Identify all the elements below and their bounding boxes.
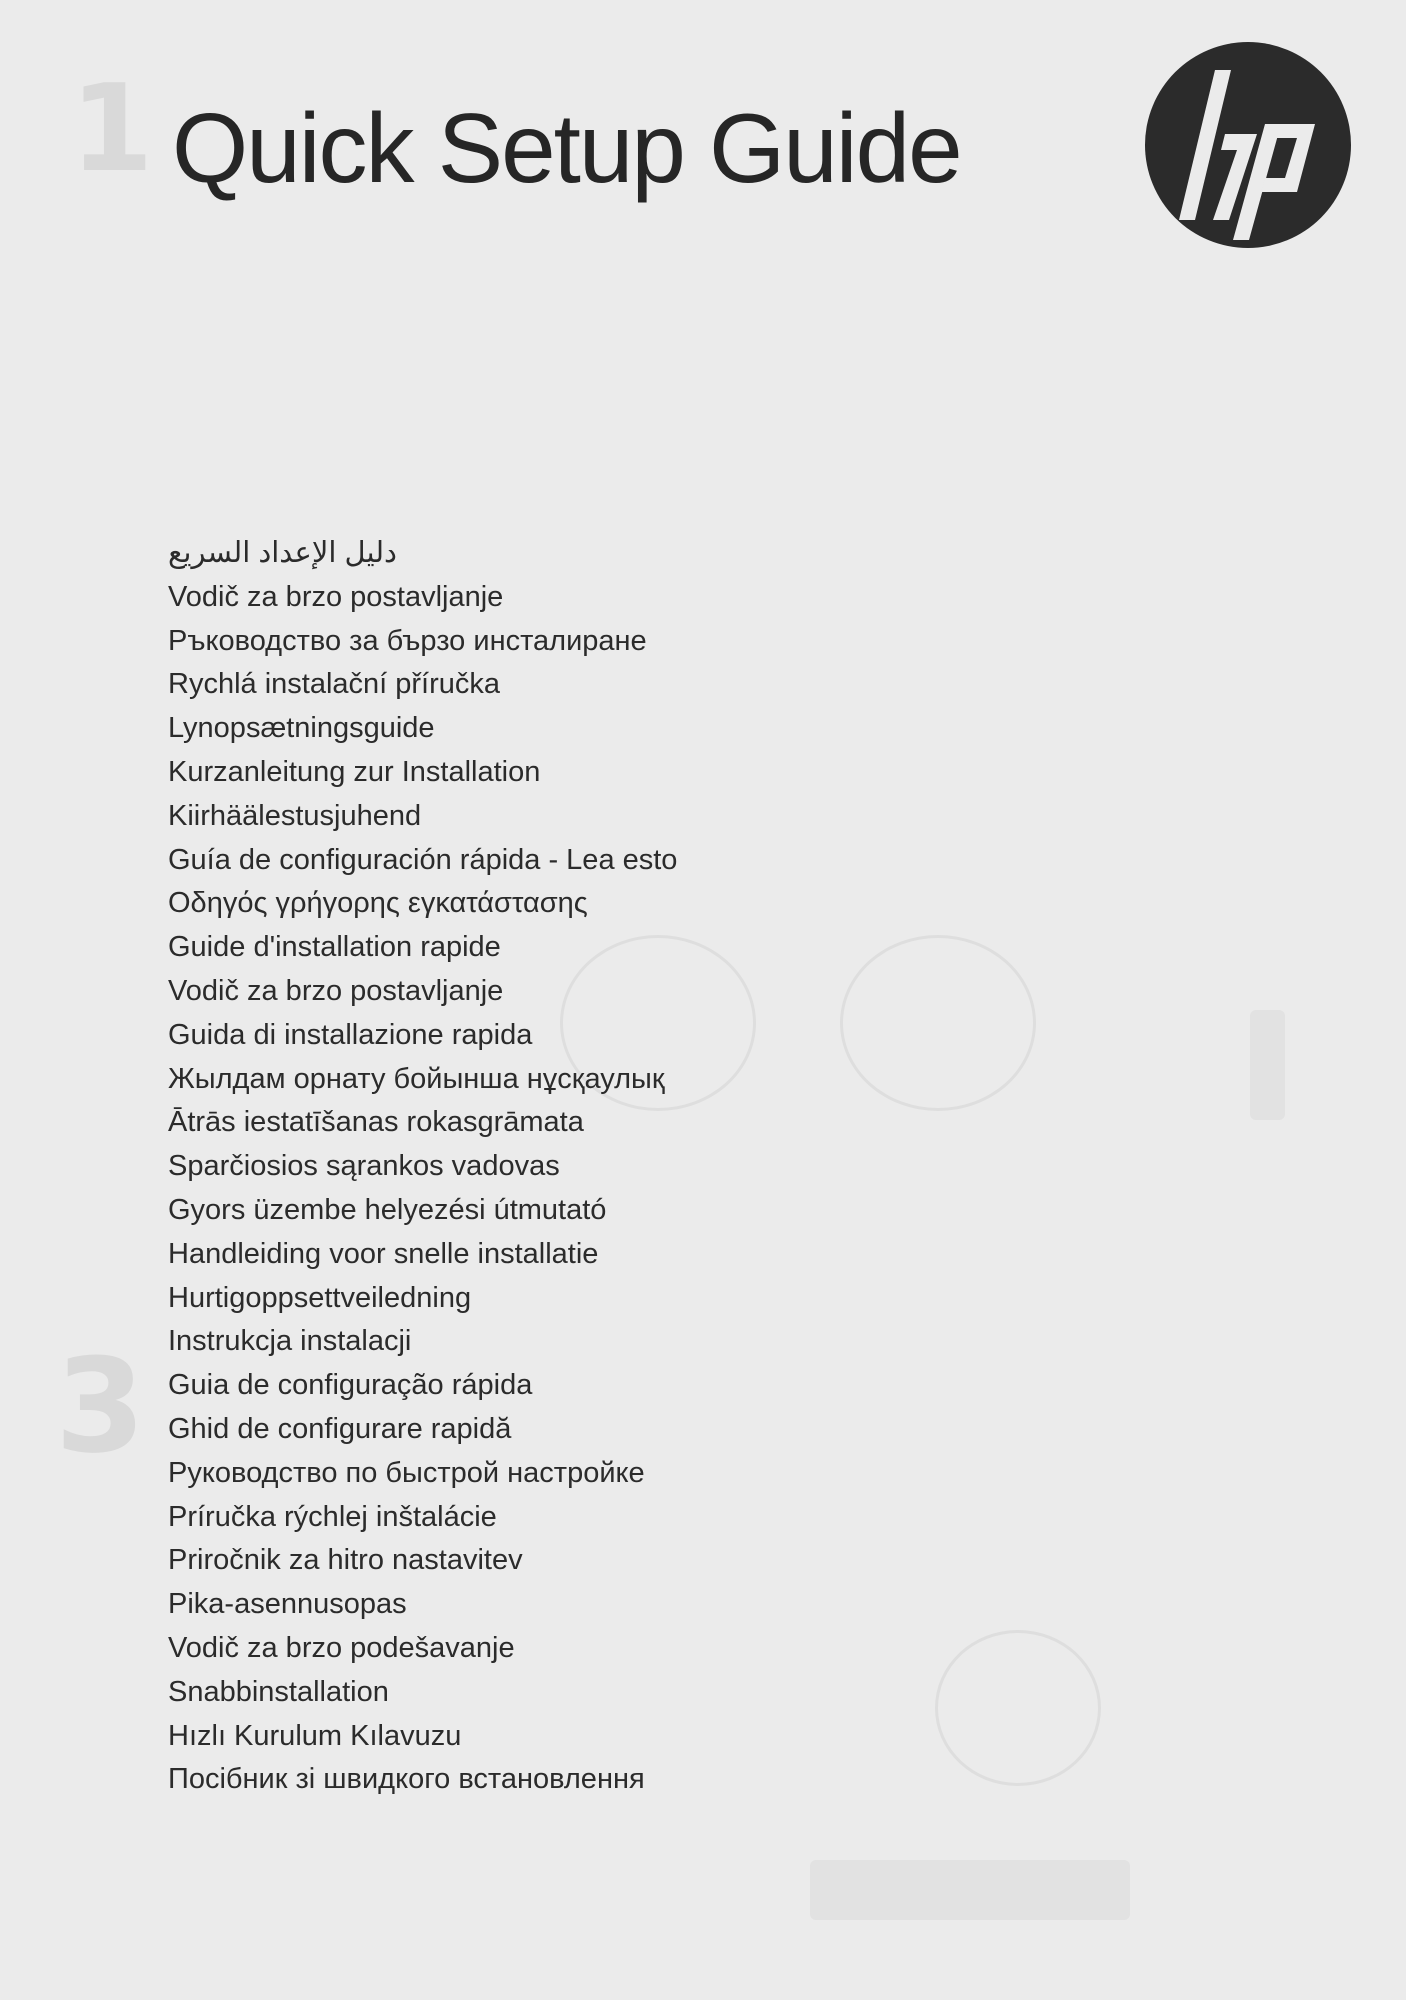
list-item: Посібник зі швидкого встановлення: [168, 1763, 645, 1796]
list-item: Guida di installazione rapida: [168, 1018, 533, 1051]
list-item: Guia de configuração rápida: [168, 1369, 533, 1402]
show-through-circle: [840, 935, 1036, 1111]
list-item: Snabbinstallation: [168, 1675, 389, 1708]
list-item: Gyors üzembe helyezési útmutató: [168, 1193, 607, 1226]
show-through-step-number: 1: [70, 60, 154, 199]
list-item: Guide d'installation rapide: [168, 931, 501, 964]
list-item: Instrukcja instalacji: [168, 1325, 412, 1358]
list-item: Rychlá instalační příručka: [168, 668, 501, 701]
list-item: Lynopsætningsguide: [168, 712, 435, 745]
list-item: Vodič za brzo postavljanje: [168, 580, 504, 613]
list-item: Vodič za brzo podešavanje: [168, 1631, 515, 1664]
show-through-circle: [935, 1630, 1101, 1786]
list-item: Жылдам орнату бойынша нұсқаулық: [168, 1062, 665, 1095]
list-item: Kiirhäälestusjuhend: [168, 799, 422, 832]
list-item: Sparčiosios sąrankos vadovas: [168, 1150, 560, 1183]
translated-title-list: [168, 532, 677, 1802]
list-item: Ātrās iestatīšanas rokasgrāmata: [168, 1106, 584, 1139]
list-item: Ghid de configurare rapidă: [168, 1412, 512, 1445]
show-through-step-number: 3: [55, 1330, 146, 1482]
page-title: Quick Setup Guide: [172, 93, 961, 203]
list-item: Hızlı Kurulum Kılavuzu: [168, 1719, 462, 1752]
list-item: Príručka rýchlej inštalácie: [168, 1500, 497, 1533]
list-item: Priročnik za hitro nastavitev: [168, 1544, 523, 1577]
hp-logo-icon: [1145, 42, 1351, 248]
list-item: Руководство по быстрой настройке: [168, 1456, 645, 1489]
list-item: Pika-asennusopas: [168, 1588, 407, 1621]
list-item: Handleiding voor snelle installatie: [168, 1237, 599, 1270]
show-through-panel: [1250, 1010, 1285, 1120]
list-item: Guía de configuración rápida - Lea esto: [168, 843, 678, 876]
list-item: Kurzanleitung zur Installation: [168, 755, 541, 788]
list-item: Οδηγός γρήγορης εγκατάστασης: [168, 887, 588, 920]
show-through-panel: [810, 1860, 1130, 1920]
list-item: Ръководство за бързо инсталиране: [168, 624, 647, 657]
list-item: دليل الإعداد السريع: [168, 537, 397, 569]
list-item: Vodič za brzo postavljanje: [168, 974, 504, 1007]
list-item: Hurtigoppsettveiledning: [168, 1281, 472, 1314]
